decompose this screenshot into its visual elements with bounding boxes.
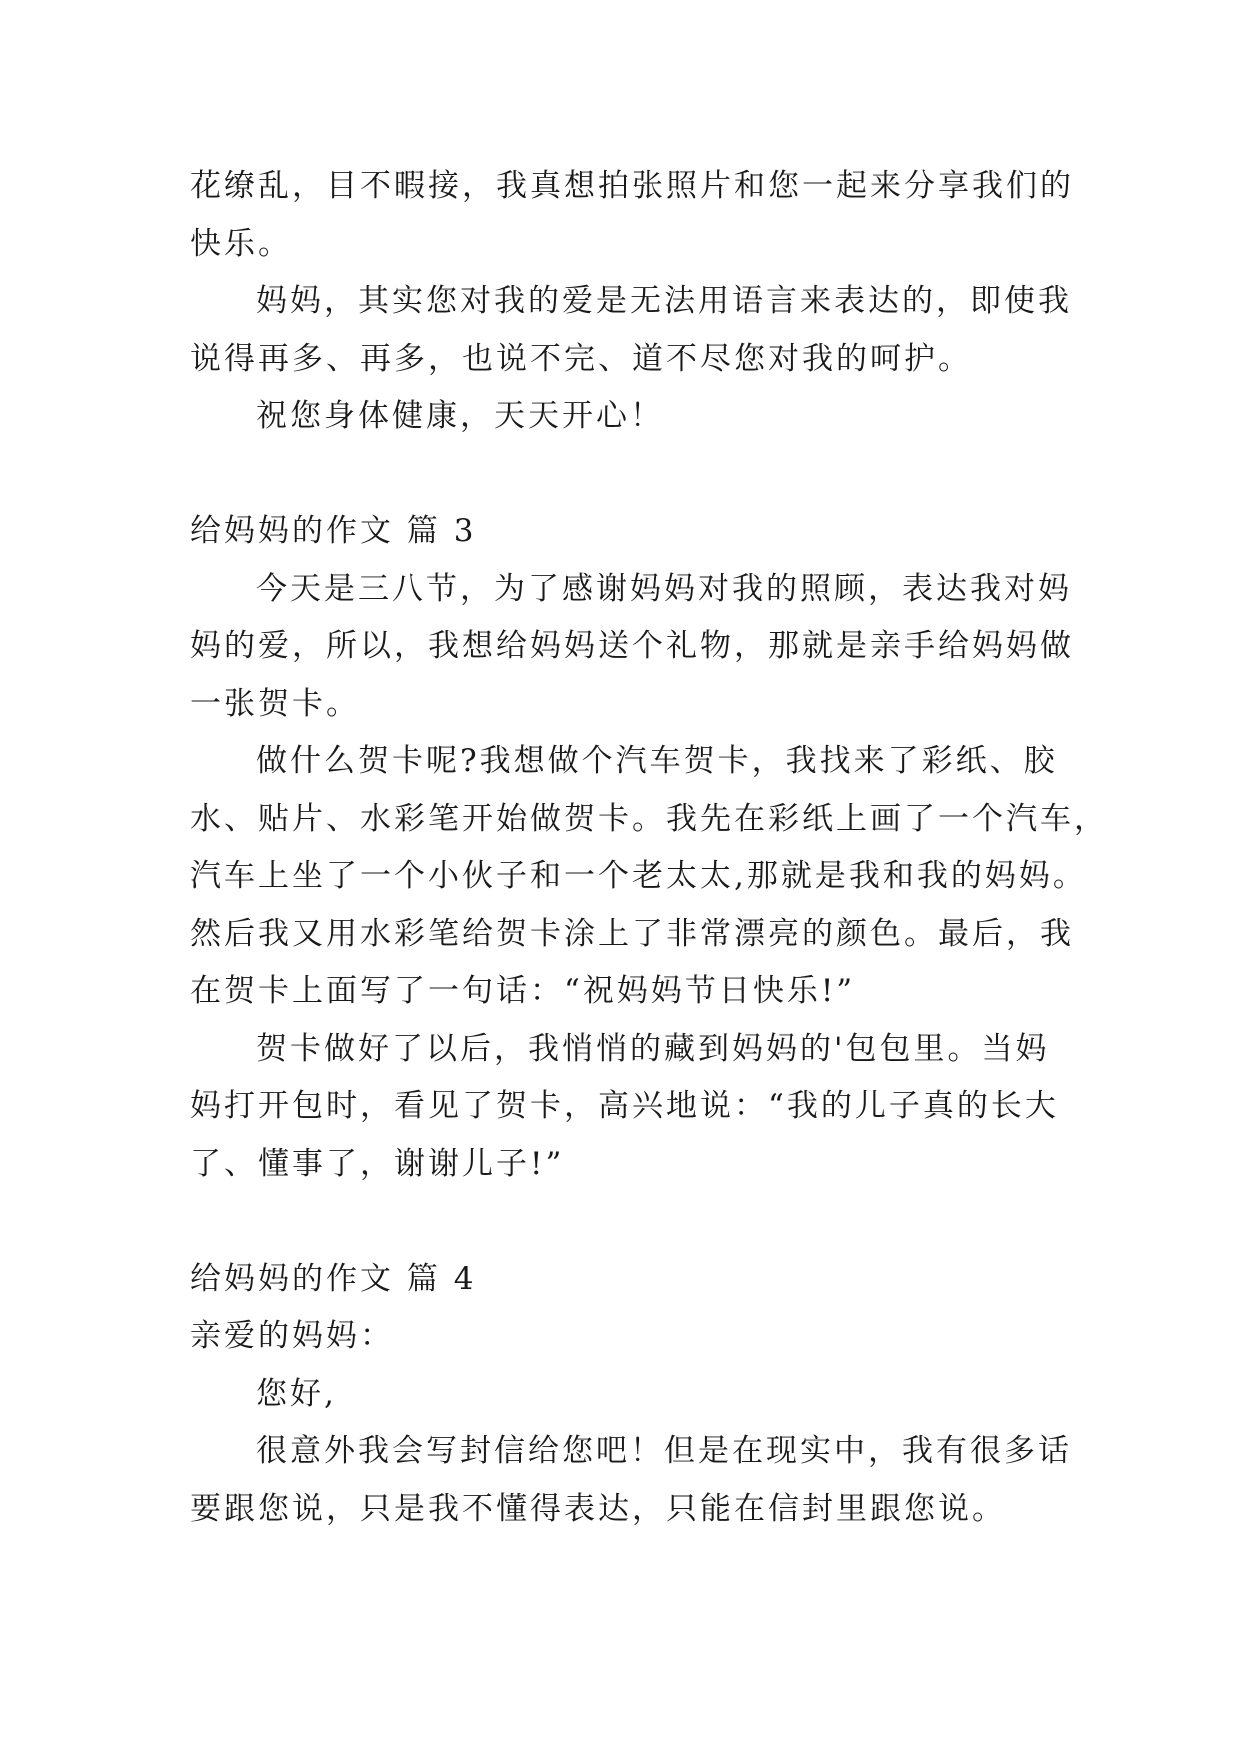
text-line: 水、贴片、水彩笔开始做贺卡。我先在彩纸上画了一个汽车， [190, 800, 1108, 837]
text-line: 做什么贺卡呢?我想做个汽车贺卡，我找来了彩纸、胶 [256, 743, 1058, 779]
text-line: 您好, [256, 1375, 337, 1412]
section-heading: 给妈妈的作文 篇 3 [190, 513, 477, 549]
text-line: 今天是三八节，为了感谢妈妈对我的照顾，表达我对妈 [256, 570, 1072, 607]
text-line: 在贺卡上面写了一句话：“祝妈妈节日快乐!” [190, 973, 856, 1009]
section-heading: 给妈妈的作文 篇 4 [190, 1260, 477, 1297]
text-line: 一张贺卡。 [190, 685, 360, 722]
blank-line [190, 1193, 1056, 1251]
text-line: 快乐。 [190, 225, 292, 262]
text-line: 了、懂事了，谢谢儿子!” [190, 1145, 565, 1182]
text-line: 妈妈，其实您对我的爱是无法用语言来表达的，即使我 [256, 283, 1072, 319]
text-line: 要跟您说，只是我不懂得表达，只能在信封里跟您说。 [190, 1490, 1006, 1527]
text-line: 然后我又用水彩笔给贺卡涂上了非常漂亮的颜色。最后，我 [190, 915, 1074, 952]
text-line: 说得再多、再多，也说不完、道不尽您对我的呵护。 [190, 340, 972, 377]
text-line: 祝您身体健康，天天开心！ [256, 398, 664, 434]
letter-salutation: 亲爱的妈妈： [190, 1318, 394, 1354]
text-line: 妈打开包时，看见了贺卡，高兴地说：“我的儿子真的长大 [190, 1088, 1059, 1124]
blank-line [190, 446, 1056, 504]
text-line: 妈的爱，所以，我想给妈妈送个礼物，那就是亲手给妈妈做 [190, 628, 1074, 664]
text-line: 花缭乱，目不暇接，我真想拍张照片和您一起来分享我们的 [190, 168, 1074, 204]
text-line: 贺卡做好了以后，我悄悄的藏到妈妈的'包包里。当妈 [256, 1030, 1050, 1067]
text-line: 很意外我会写封信给您吧！但是在现实中，我有很多话 [256, 1433, 1072, 1469]
document-page [190, 158, 1108, 1538]
text-line: 汽车上坐了一个小伙子和一个老太太,那就是我和我的妈妈。 [190, 858, 1087, 894]
